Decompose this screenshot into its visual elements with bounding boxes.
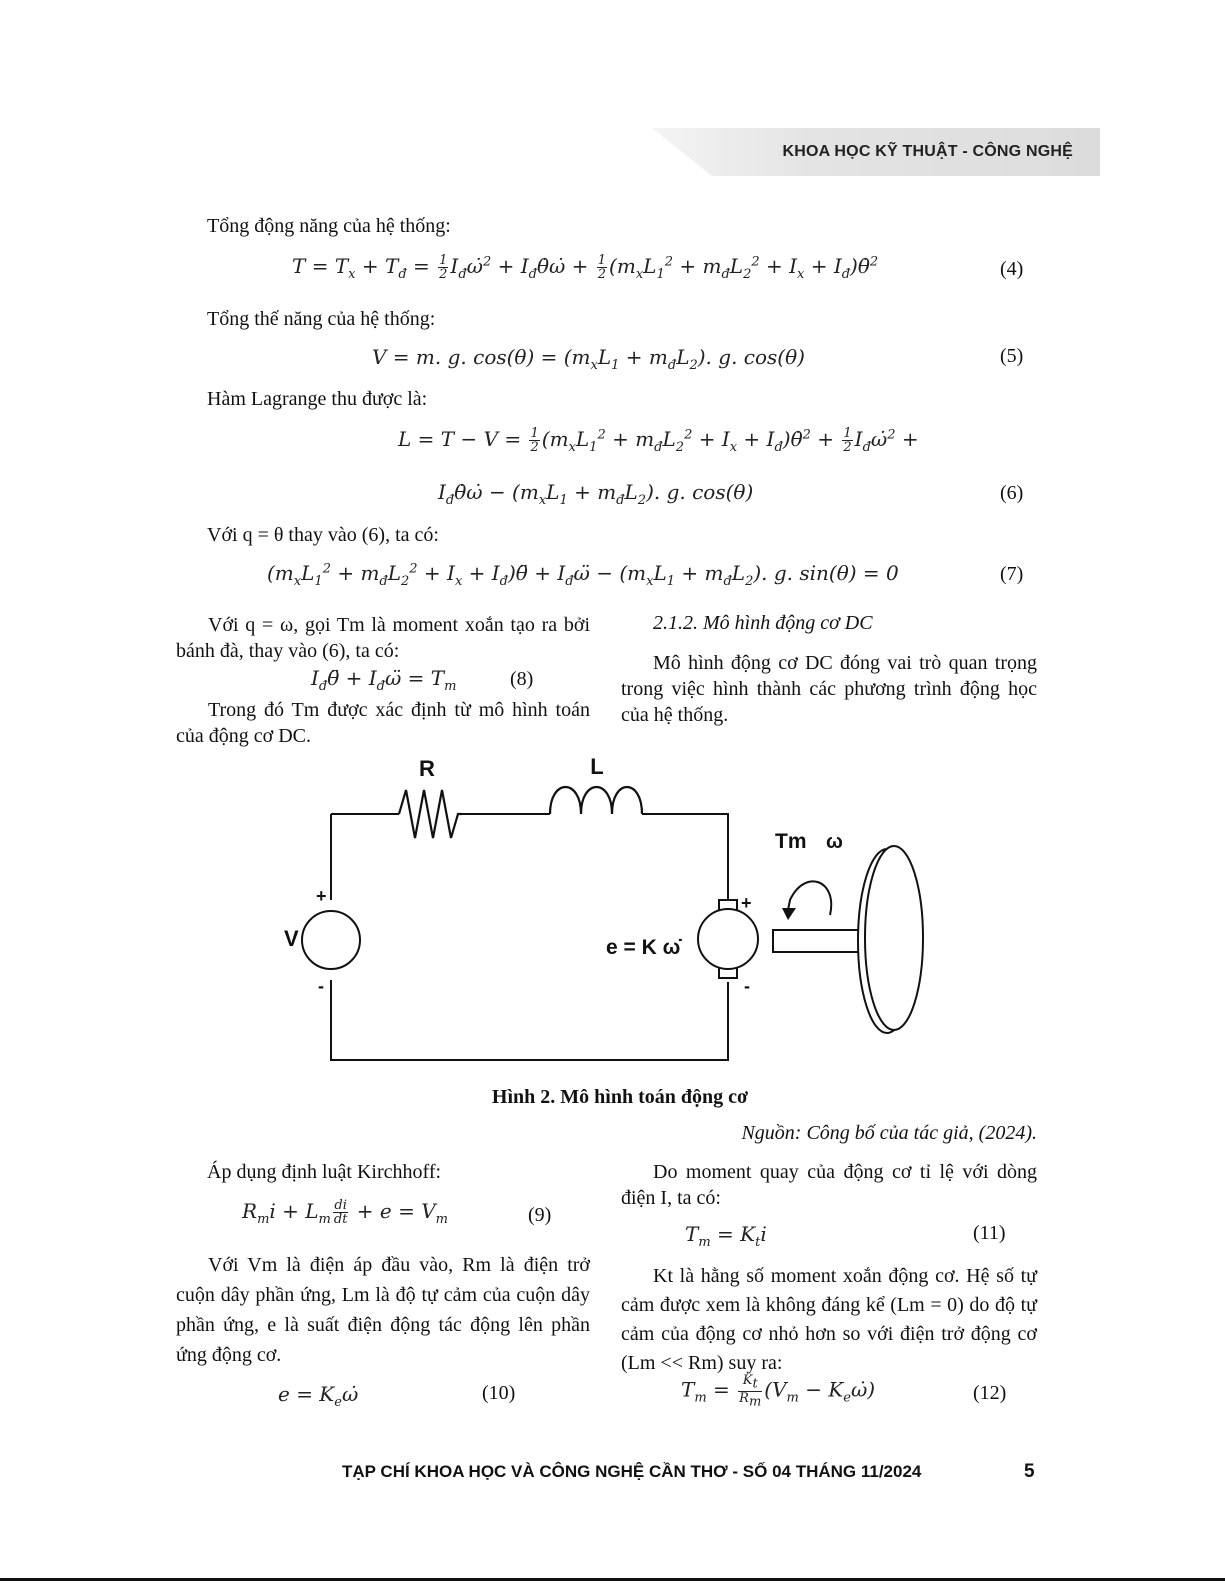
paragraph-kt-definition: Kt là hằng số moment xoắn động cơ. Hệ số tự cảm được xem là không đáng kể (Lm = 0) do độ tự cảm của động cơ nhỏ hơn so với điện trở động cơ (Lm << Rm) suy ra: (621, 1265, 1037, 1374)
motor-symbol (698, 909, 758, 969)
equation-9: $R_mi + L_m$ $\frac{di}{dt}$ + $e = V_m$ (242, 1198, 448, 1227)
equation-11: $T_m = K_ti$ (685, 1222, 767, 1250)
equation-5: V = m. g. $\cos(\theta) = (m_xL_1 + m_đL_2)$. g. cos(θ) (372, 345, 805, 373)
equation-10: $e = K_e\omegȧ$ (278, 1382, 359, 1410)
page-number: 5 (1024, 1461, 1035, 1482)
paragraph-kinetic: Tổng động năng của hệ thống: (207, 215, 451, 237)
voltage-source-symbol (302, 911, 360, 969)
paragraph-dc-model: Mô hình động cơ DC đóng vai trò quan trọng trong việc hình thành các phương trình động học của hệ thống. (621, 652, 1037, 726)
label-resistor: R (419, 756, 435, 781)
paragraph-with-omega: Với q = ω, gọi Tm là moment xoắn tạo ra bởi bánh đà, thay vào (6), ta có: (176, 614, 590, 662)
equation-number-7: (7) (1000, 563, 1024, 585)
equation-7: ($m_xL_1^2 + m_đL_2^2 + I_x$ + $I_đ)\thetä$ + $I_đ\omegä - (m_xL_1 + m_đL_2)$. g. sin(θ) = 0 (267, 561, 899, 589)
paragraph-vm-definition: Với Vm là điện áp đầu vào, Rm là điện trở cuộn dây phần ứng, Lm là độ tự cảm của cuộn dây phần ứng, e là suất điện động tác động lên phần ứng động cơ. (176, 1254, 590, 1366)
paragraph-with-theta: Với q = θ thay vào (6), ta có: (207, 524, 439, 546)
rotation-arrowhead-icon (782, 908, 796, 920)
equation-number-9: (9) (528, 1204, 552, 1226)
journal-footer: TẠP CHÍ KHOA HỌC VÀ CÔNG NGHỆ CẦN THƠ - SỐ 04 THÁNG 11/2024 (342, 1462, 922, 1481)
label-torque: Tm (775, 830, 807, 853)
flywheel-face (865, 846, 923, 1030)
motor-model-figure (260, 750, 980, 1080)
label-voltage: V (284, 926, 299, 951)
equation-6-line2: $I_đ\thetȧ\omegȧ - (m_xL_1 + m_đL_2)$. g. cos(θ) (438, 480, 754, 508)
paragraph-where-tm: Trong đó Tm được xác định từ mô hình toán của động cơ DC. (176, 699, 590, 747)
equation-number-6: (6) (1000, 482, 1024, 504)
equation-4: $T = T_x + T_đ$ = $\frac{1}{2}$ $I_đ\omegȧ^2$ + $I_đ\thetȧ\omegȧ$ + $\frac{1}{2}$ ($m_xL_1^2 + m_đL_2^2 + I_x$ + $I_đ)\thetȧ^2$ (292, 253, 879, 282)
equation-number-4: (4) (1000, 258, 1024, 280)
figure-source: Nguồn: Công bố của tác giả, (2024). (741, 1122, 1037, 1144)
label-minus-motor: - (744, 976, 750, 996)
equation-8: $I_đ\thetä$ + $I_đ\omegä = T_m$ (311, 666, 457, 694)
label-plus-source: + (316, 886, 327, 906)
paragraph-lagrange: Hàm Lagrange thu được là: (207, 388, 428, 410)
equation-number-10: (10) (482, 1382, 516, 1404)
section-header: KHOA HỌC KỸ THUẬT - CÔNG NGHỆ (782, 143, 1073, 160)
bottom-rule (0, 1578, 1225, 1581)
label-minus-source: - (318, 976, 324, 996)
label-omega: ω (826, 831, 843, 853)
label-inductor: L (590, 754, 604, 779)
label-plus-motor: + (741, 893, 752, 913)
motor-shaft (773, 930, 863, 952)
equation-number-8: (8) (510, 668, 534, 690)
paragraph-kirchhoff: Áp dụng định luật Kirchhoff: (207, 1161, 442, 1183)
equation-number-12: (12) (973, 1382, 1007, 1404)
label-back-emf: e = K ω̇ (606, 936, 681, 959)
equation-6-line1: L = T − V = $\frac{1}{2}$ ($m_xL_1^2 + m_đL_2^2 + I_x$ + $I_đ)\thetȧ^2$ + $\frac{1}{2}$ $I_đ\omegȧ^2$ + (398, 426, 919, 455)
paragraph-potential: Tổng thế năng của hệ thống: (207, 308, 436, 330)
equation-number-5: (5) (1000, 345, 1024, 367)
inductor-symbol (550, 787, 642, 814)
figure-caption: Hình 2. Mô hình toán động cơ (491, 1086, 749, 1108)
resistor-symbol (399, 790, 462, 838)
subsection-heading: 2.1.2. Mô hình động cơ DC (653, 612, 873, 634)
paragraph-moment-proportional: Do moment quay của động cơ tỉ lệ với dòng điện I, ta có: (621, 1161, 1037, 1209)
equation-number-11: (11) (973, 1222, 1006, 1244)
equation-12: $T_m$ = $\frac{K_t}{R_m}$ ($V_m$ − $K_e\omegȧ$) (681, 1373, 876, 1410)
